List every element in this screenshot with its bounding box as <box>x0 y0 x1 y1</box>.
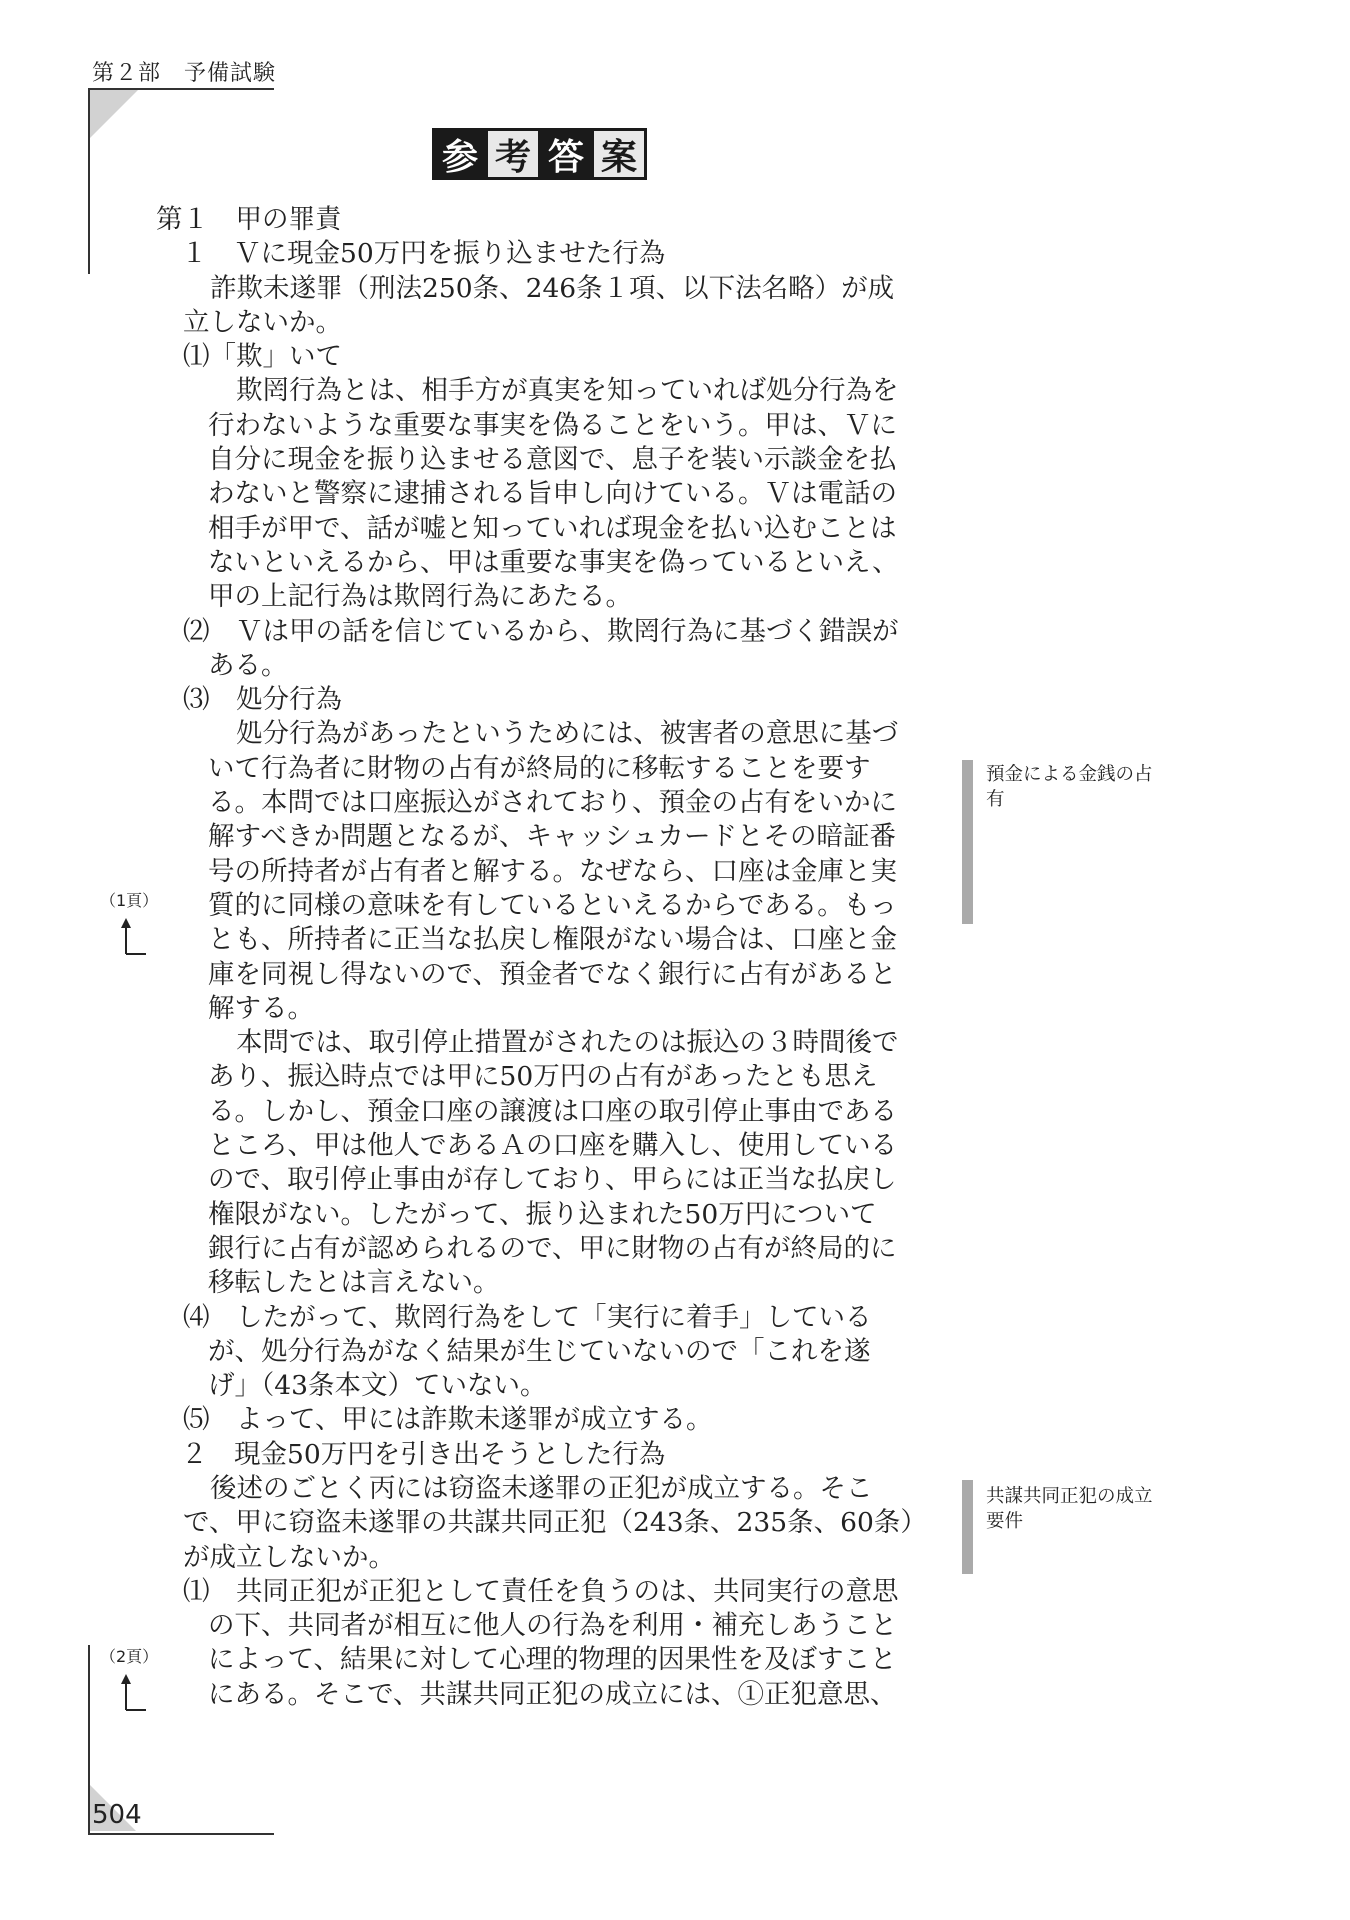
body-line: わないと警察に逮捕される旨申し向けている。Ｖは電話の <box>208 478 897 510</box>
body-line: 号の所持者が占有者と解する。なぜなら、口座は金庫と実 <box>208 855 897 887</box>
page-ref-arrow-icon <box>120 1674 148 1712</box>
body-line: 詐欺未遂罪（刑法250条、246条１項、以下法名略）が成 <box>210 272 895 304</box>
body-line: ないといえるから、甲は重要な事実を偽っているといえ、 <box>208 546 899 578</box>
section-title <box>432 128 647 180</box>
body-line: 第１ 甲の罪責 <box>156 204 342 235</box>
body-line: ⑴「欺」いて <box>183 341 342 373</box>
body-line: 処分行為があったというためには、被害者の意思に基づ <box>236 718 899 750</box>
body-line: ところ、甲は他人であるＡの口座を購入し、使用している <box>208 1130 897 1162</box>
margin-note-line: 預金による金銭の占 <box>986 764 1153 785</box>
body-line: ⑸ よって、甲には詐欺未遂罪が成立する。 <box>183 1404 713 1436</box>
margin-note-line: 要件 <box>986 1511 1024 1532</box>
answer-body <box>156 203 928 1712</box>
body-line: が成立しないか。 <box>183 1541 395 1573</box>
page-number: 504 <box>92 1800 142 1830</box>
body-line: とも、所持者に正当な払戻し権限がない場合は、口座と金 <box>208 924 897 956</box>
margin-note-line: 共謀共同正犯の成立 <box>986 1486 1153 1507</box>
body-line: げ」（43条本文）ていない。 <box>208 1370 547 1402</box>
body-line: 欺罔行為とは、相手方が真実を知っていれば処分行為を <box>236 375 899 407</box>
body-line: 相手が甲で、話が嘘と知っていれば現金を払い込むことは <box>208 512 897 544</box>
body-line: 立しないか。 <box>183 306 342 338</box>
body-line: ⑶ 処分行為 <box>183 684 342 716</box>
margin-note-line: 有 <box>986 789 1005 810</box>
title-char: 答 <box>541 131 591 177</box>
body-line: ⑴ 共同正犯が正犯として責任を負うのは、共同実行の意思 <box>183 1575 899 1607</box>
body-line: １ Ｖに現金50万円を振り込ませた行為 <box>181 238 666 270</box>
corner-decoration-top <box>90 90 138 138</box>
body-line: 庫を同視し得ないので、預金者でなく銀行に占有があると <box>208 958 897 990</box>
page-ref-label: （2頁） <box>100 1647 159 1666</box>
margin-note <box>962 1484 1182 1534</box>
body-line: あり、振込時点では甲に50万円の占有があったとも思え <box>208 1061 878 1093</box>
body-line: ⑵ Ｖは甲の話を信じているから、欺罔行為に基づく錯誤が <box>183 615 899 647</box>
title-char: 参 <box>435 131 485 177</box>
footer-rule <box>88 1833 274 1835</box>
body-line: いて行為者に財物の占有が終局的に移転することを要す <box>208 752 871 784</box>
body-line: 質的に同様の意味を有しているといえるからである。もっ <box>208 889 897 921</box>
body-line: 後述のごとく丙には窃盗未遂罪の正犯が成立する。そこ <box>210 1472 873 1504</box>
body-line: 銀行に占有が認められるので、甲に財物の占有が終局的に <box>208 1232 897 1264</box>
body-line: 甲の上記行為は欺罔行為にあたる。 <box>208 581 632 613</box>
body-line: 権限がない。したがって、振り込まれた50万円について <box>208 1198 877 1230</box>
body-line: ある。 <box>208 649 288 681</box>
running-head: 第２部 予備試験 <box>92 61 277 86</box>
body-line: る。本問では口座振込がされており、預金の占有をいかに <box>208 787 897 819</box>
body-line: る。しかし、預金口座の譲渡は口座の取引停止事由である <box>208 1095 897 1127</box>
body-line: で、甲に窃盗未遂罪の共謀共同正犯（243条、235条、60条） <box>183 1507 927 1539</box>
body-line: 行わないような重要な事実を偽ることをいう。甲は、Ｖに <box>208 409 897 441</box>
body-line: 移転したとは言えない。 <box>208 1267 500 1299</box>
page-ref-arrow-icon <box>120 918 148 956</box>
body-line: が、処分行為がなく結果が生じていないので「これを遂 <box>208 1335 871 1367</box>
body-line: ２ 現金50万円を引き出そうとした行為 <box>181 1438 666 1470</box>
title-char: 考 <box>488 131 538 177</box>
body-line: にある。そこで、共謀共同正犯の成立には、①正犯意思、 <box>208 1678 897 1710</box>
body-line: ので、取引停止事由が存しており、甲らには正当な払戻し <box>208 1164 897 1196</box>
body-line: 解する。 <box>208 992 314 1024</box>
title-char: 案 <box>594 131 644 177</box>
body-line: 解すべきか問題となるが、キャッシュカードとその暗証番 <box>208 821 896 853</box>
body-line: 自分に現金を振り込ませる意図で、息子を装い示談金を払 <box>208 444 897 476</box>
margin-note <box>962 762 1182 812</box>
body-line: によって、結果に対して心理的物理的因果性を及ぼすこと <box>208 1644 897 1676</box>
body-line: 本問では、取引停止措置がされたのは振込の３時間後で <box>236 1027 899 1059</box>
page-ref-label: （1頁） <box>100 891 159 910</box>
body-line: ⑷ したがって、欺罔行為をして「実行に着手」している <box>183 1301 872 1333</box>
body-line: の下、共同者が相互に他人の行為を利用・補充しあうこと <box>208 1610 897 1642</box>
